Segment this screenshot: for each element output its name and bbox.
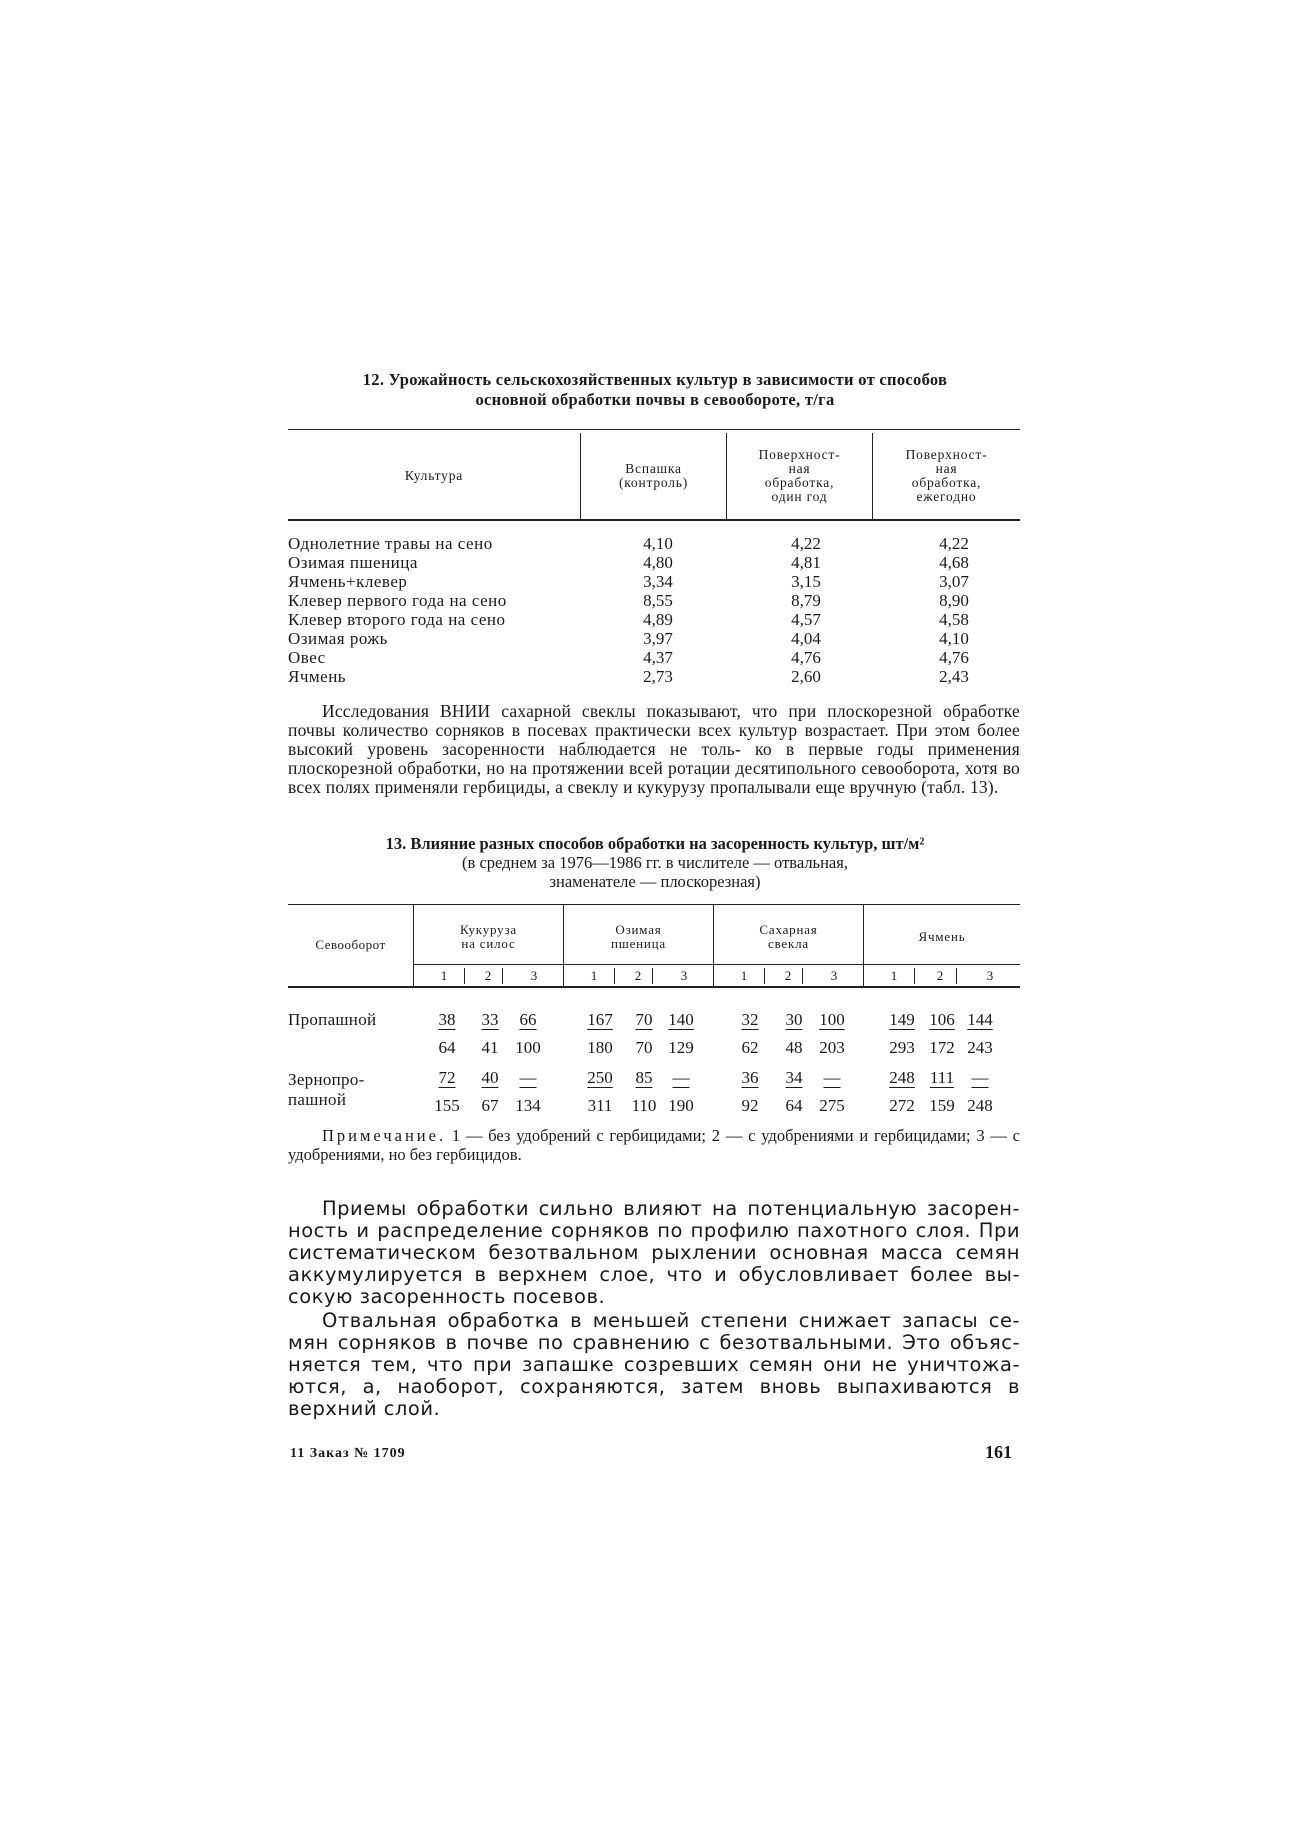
table-13-title-line1: 13. Влияние разных способов обработки на засоренность культур, шт/м² [385,834,925,853]
note-line1: 1 — без удобрений с гербицидами; 2 — с удобрениями и [451,1126,869,1145]
denominator: 293 [889,1038,915,1057]
numerator: — [823,1068,841,1087]
header-culture: Культура [404,468,464,483]
table-12-title [285,370,1025,410]
sub-col: 3 [680,968,688,983]
numerator: 106 [929,1010,955,1029]
table-12-title-line1: 12. Урожайность сельскохозяйственных культур в зависимости от способов [362,370,948,389]
denominator: 203 [819,1038,845,1057]
numerator: 32 [741,1010,759,1029]
sub-col: 3 [986,968,994,983]
table-row: Клевер первого года на сено 8,55 8,79 8,90 [288,591,969,610]
sub-divider [614,968,615,984]
denominator: 62 [741,1038,759,1057]
header-group-barley: Ячмень [918,929,966,944]
table-12-header-rule [288,519,1020,521]
denominator: 48 [785,1038,803,1057]
numerator: 111 [929,1068,955,1087]
header-group-beet: Сахарная свекла [759,922,818,951]
table-13-header-rule [288,986,1020,988]
numerator: 30 [785,1010,803,1029]
table-13-title [285,834,1025,891]
sub-col: 1 [740,968,748,983]
table-row: Овес 4,37 4,76 4,76 [288,648,969,667]
table-12-header [288,433,1020,519]
row-label-propashnoy: Пропашной [288,1010,377,1029]
numerator: 72 [438,1068,456,1087]
numerator: 250 [587,1068,613,1087]
header-plow: Вспашка (контроль) [618,461,689,490]
sub-divider [914,968,915,984]
header-group-wheat: Озимая пшеница [611,922,666,951]
denominator: 180 [587,1038,613,1057]
numerator: 66 [519,1010,537,1029]
denominator: 248 [967,1096,993,1115]
sub-divider [956,968,957,984]
table-row: Озимая пшеница 4,80 4,81 4,68 [288,553,969,572]
sub-col: 1 [890,968,898,983]
denominator: 64 [438,1038,456,1057]
denominator: 155 [434,1096,460,1115]
denominator: 64 [785,1096,803,1115]
sub-divider [464,968,465,984]
table-row: Ячмень+клевер 3,34 3,15 3,07 [288,572,969,591]
denominator: 190 [668,1096,694,1115]
sub-divider [764,968,765,984]
order-number: 11 Заказ № 1709 [290,1446,406,1461]
row-label-zernopropashnoy: Зернопро- пашной [288,1070,365,1109]
sub-col: 3 [830,968,838,983]
sub-divider [502,968,503,984]
sub-col: 3 [530,968,538,983]
note-label: Примечание. [322,1126,447,1145]
denominator: 70 [635,1038,653,1057]
page-number: 161 [985,1442,1012,1462]
denominator: 172 [929,1038,955,1057]
numerator: 34 [785,1068,803,1087]
note-line2: гербицидами; 3 — с удобрениями, но без гербицидов. [288,1126,1020,1164]
numerator: 149 [889,1010,915,1029]
sub-divider [802,968,803,984]
numerator: 140 [668,1010,694,1029]
header-rotation: Севооборот [315,937,386,952]
numerator: 36 [741,1068,759,1087]
denominator: 311 [587,1096,613,1115]
sub-col: 1 [440,968,448,983]
table-row: Ячмень 2,73 2,60 2,43 [288,667,969,686]
table-row: Клевер второго года на сено 4,89 4,57 4,58 [288,610,969,629]
table-13-title-line3: знаменателе — плоскорезная) [549,872,761,891]
table-12-body [288,534,1028,686]
denominator: 41 [481,1038,499,1057]
body-paragraph-1: Приемы обработки сильно влияют на потенциальную засорен- ность и распределение сорняков по профилю пахотного слоя. При систематическом безотвальном рыхлении основная масса семян аккумулируется в верхнем слое, что и обусловливает более вы- сокую засоренность посевов. [288,1197,1020,1308]
denominator: 275 [819,1096,845,1115]
denominator: 100 [515,1038,541,1057]
denominator: 110 [631,1096,657,1115]
table-row: Однолетние травы на сено 4,10 4,22 4,22 [288,534,969,553]
denominator: 134 [515,1096,541,1115]
numerator: 248 [889,1068,915,1087]
denominator: 243 [967,1038,993,1057]
sub-col: 2 [634,968,642,983]
table-row: Озимая рожь 3,97 4,04 4,10 [288,629,969,648]
numerator: 33 [481,1010,499,1029]
table-13-title-line2: (в среднем за 1976—1986 гг. в числителе — отвальная, [462,853,848,872]
research-paragraph: Исследования ВНИИ сахарной свеклы показывают, что при плоскорезной обработке почвы количество сорняков в посевах практически всех культур возрастает. При этом более высокий уровень засоренности наблюдается не толь- ко в первые годы применения плоскорезной обработки, но на протяжении всей ротации десятипольного севооборота, хотя во всех полях применяли гербициды, а свеклу и кукурузу пропалывали еще вручную (табл. 13). [288,701,1021,797]
numerator: 70 [635,1010,653,1029]
denominator: 67 [481,1096,499,1115]
sub-col: 2 [484,968,492,983]
table-13-header [288,904,1020,986]
table-13-note [288,1126,1020,1164]
header-surface-annual: Поверхност- ная обработка, ежегодно [905,447,988,504]
sub-col: 1 [590,968,598,983]
sub-col: 2 [784,968,792,983]
numerator: 144 [967,1010,993,1029]
numerator: — [971,1068,989,1087]
header-group-corn: Кукуруза на силос [460,922,517,951]
table-12-top-rule [288,429,1020,430]
table-12-title-line2: основной обработки почвы в севообороте, т/га [475,390,835,409]
denominator: 129 [668,1038,694,1057]
numerator: 85 [635,1068,653,1087]
sub-col: 2 [936,968,944,983]
body-paragraph-2: Отвальная обработка в меньшей степени снижает запасы се- мян сорняков в почве по сравнению с безотвальными. Это объяс- няется тем, что при запашке созревших семян они не уничтожа- ются, а, наоборот, сохраняются, затем вновь выпахиваются в верхний слой. [288,1309,1020,1420]
header-sub-rule [414,964,1020,965]
numerator: — [672,1068,690,1087]
numerator: 167 [587,1010,613,1029]
numerator: 100 [819,1010,845,1029]
denominator: 159 [929,1096,955,1115]
numerator: — [519,1068,537,1087]
sub-divider [652,968,653,984]
denominator: 92 [741,1096,759,1115]
denominator: 272 [889,1096,915,1115]
numerator: 40 [481,1068,499,1087]
header-surface-once: Поверхност- ная обработка, один год [758,447,841,504]
numerator: 38 [438,1010,456,1029]
